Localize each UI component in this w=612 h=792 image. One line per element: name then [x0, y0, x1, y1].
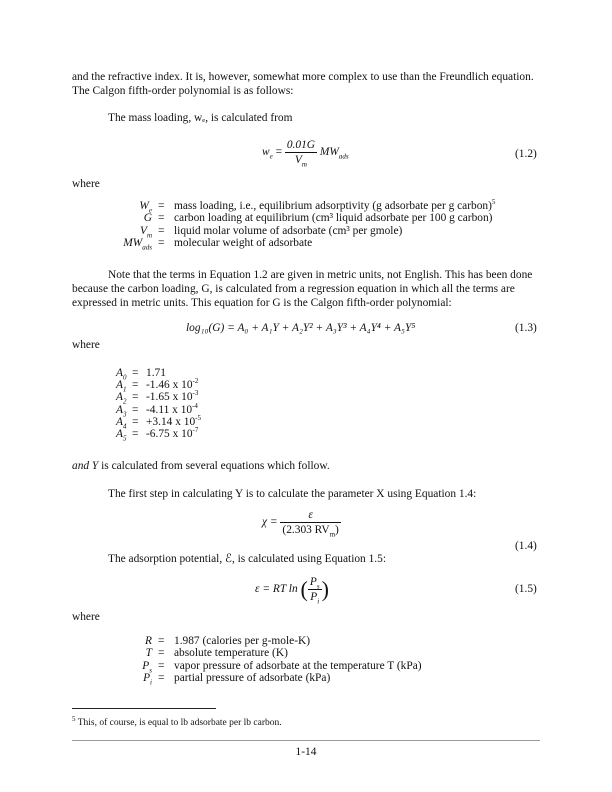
coefficient-symbol: $A_1$ [116, 379, 127, 394]
mass-loading-intro: The mass loading, wₑ, is calculated from [108, 112, 293, 124]
coefficient-row [72, 377, 542, 394]
equation-number: (1.5) [515, 583, 537, 595]
definition-symbol: G [143, 212, 152, 225]
coefficient-value: -1.65 x $10^{-3}$ [146, 389, 199, 404]
where-label: where [72, 339, 100, 351]
eq-rhs: $MW_{ads}$ [319, 146, 349, 161]
equals-sign: = [158, 672, 165, 685]
definition-row [72, 211, 542, 224]
definition-symbol: $V_m$ [139, 224, 152, 240]
eq-fraction: $\frac{\varepsilon}{(2.303 RV_m)}$ [282, 509, 339, 539]
definition-symbol: $MW_{ads}$ [123, 237, 152, 252]
definition-row [72, 198, 542, 215]
definition-text: molecular weight of adsorbate [174, 237, 313, 250]
page-number: 1-14 [295, 746, 317, 758]
equals-sign: = [132, 391, 139, 404]
coefficient-row [72, 389, 542, 406]
definition-text: absolute temperature (K) [174, 647, 288, 660]
where-label: where [72, 611, 100, 623]
footer-rule [72, 740, 540, 741]
adsorption-intro: The adsorption potential, ℰ, is calculated using Equation 1.5: [108, 553, 386, 565]
coefficient-row [72, 414, 542, 431]
equation-number: (1.3) [515, 322, 537, 334]
definition-row [72, 236, 542, 252]
eq-fraction: $\frac{0.01G}{V_m}$ [286, 139, 316, 169]
equals-sign: = [132, 367, 139, 379]
equals-sign: = [158, 659, 165, 672]
eq-lhs: $w_e$ [262, 146, 273, 161]
equation-1-3: log₁₀(G) = A₀ + A₁Y + A₂Y² + A₃Y³ + A₄Y⁴ + A₅Y⁵ [186, 322, 416, 334]
coefficient-symbol: $A_0$ [116, 367, 127, 382]
coefficient-row [72, 426, 542, 443]
equals-sign: = [132, 428, 139, 440]
coefficient-value: -1.46 x $10^{-2}$ [146, 377, 199, 392]
definition-symbol: $P_i$ [143, 672, 152, 687]
where-label: where [72, 178, 100, 190]
coefficient-symbol: $A_2$ [116, 391, 127, 406]
definition-symbol: R [145, 635, 152, 647]
coefficient-value: +3.14 x $10^{-5}$ [146, 414, 201, 428]
definition-row [72, 224, 542, 240]
equals-sign: = [158, 635, 165, 647]
y-sentence: and Y is calculated from several equations which follow. [72, 460, 330, 472]
definition-text: carbon loading at equilibrium (cm³ liquid adsorbate per 100 g carbon) [174, 212, 493, 225]
equation-number: (1.4) [515, 540, 537, 552]
equals-sign: = [158, 212, 165, 225]
definition-row [72, 634, 542, 647]
coefficient-value: -4.11 x $10^{-4}$ [146, 401, 198, 416]
equals-sign: = [158, 200, 165, 212]
equals-sign: = [158, 237, 165, 250]
definition-row [72, 671, 542, 687]
equation-1-5: ε = RT ln ( $\frac{P_s}{P_i}$ ) [255, 576, 329, 606]
first-step-paragraph: The first step in calculating Y is to calculate the parameter X using Equation 1.4: [108, 488, 477, 500]
equals-sign: = [158, 224, 165, 237]
equation-1-2: $w_e$ = $\frac{0.01G}{V_m}$ $MW_{ads}$ [262, 139, 349, 169]
coefficient-row [72, 403, 542, 416]
definition-text: 1.987 (calories per g-mole-K) [174, 635, 311, 647]
equals-sign: = [132, 403, 139, 416]
footnote-rule [72, 708, 216, 709]
definition-symbol: T [145, 647, 152, 660]
coefficient-value: 1.71 [146, 367, 166, 379]
definition-symbol: $W_e$ [139, 200, 152, 215]
definition-row [72, 646, 542, 659]
equation-number: (1.2) [515, 148, 537, 160]
coefficient-row [72, 366, 542, 382]
footnote: $^5$ This, of course, is equal to lb adsorbate per lb carbon. [72, 714, 282, 728]
equals-sign: = [132, 379, 139, 392]
coefficient-symbol: $A_4$ [116, 415, 127, 431]
note-paragraph: Note that the terms in Equation 1.2 are given in metric units, not English. This has been done because the carbon loading, G, is calculated from a regression equation in which all the terms are expressed in metric units. This equation for G is the Calgon fifth-order polynomial: [72, 269, 533, 309]
equals-sign: = [158, 647, 165, 660]
equals-sign: = [132, 415, 139, 428]
definition-text: vapor pressure of adsorbate at the temperature T (kPa) [174, 659, 422, 672]
intro-paragraph: and the refractive index. It is, however, somewhat more complex to use than the Freundlich equation. The Calgon fifth-order polynomial is as follows: [72, 71, 534, 97]
definition-text: liquid molar volume of adsorbate (cm³ per gmole) [174, 224, 403, 237]
definition-text: partial pressure of adsorbate (kPa) [174, 672, 331, 685]
definition-symbol: $P_s$ [142, 659, 152, 675]
eq-fraction: $\frac{P_s}{P_i}$ [309, 576, 320, 606]
equation-1-4: χ = $\frac{\varepsilon}{(2.303 RV_m)}$ [262, 509, 339, 539]
coefficient-value: -6.75 x $10^{-7}$ [146, 426, 199, 440]
coefficient-symbol: $A_5$ [116, 428, 127, 443]
coefficient-symbol: $A_3$ [116, 403, 127, 418]
definition-row [72, 659, 542, 675]
definition-text: mass loading, i.e., equilibrium adsorptivity (g adsorbate per g carbon)$^5$ [174, 198, 496, 212]
